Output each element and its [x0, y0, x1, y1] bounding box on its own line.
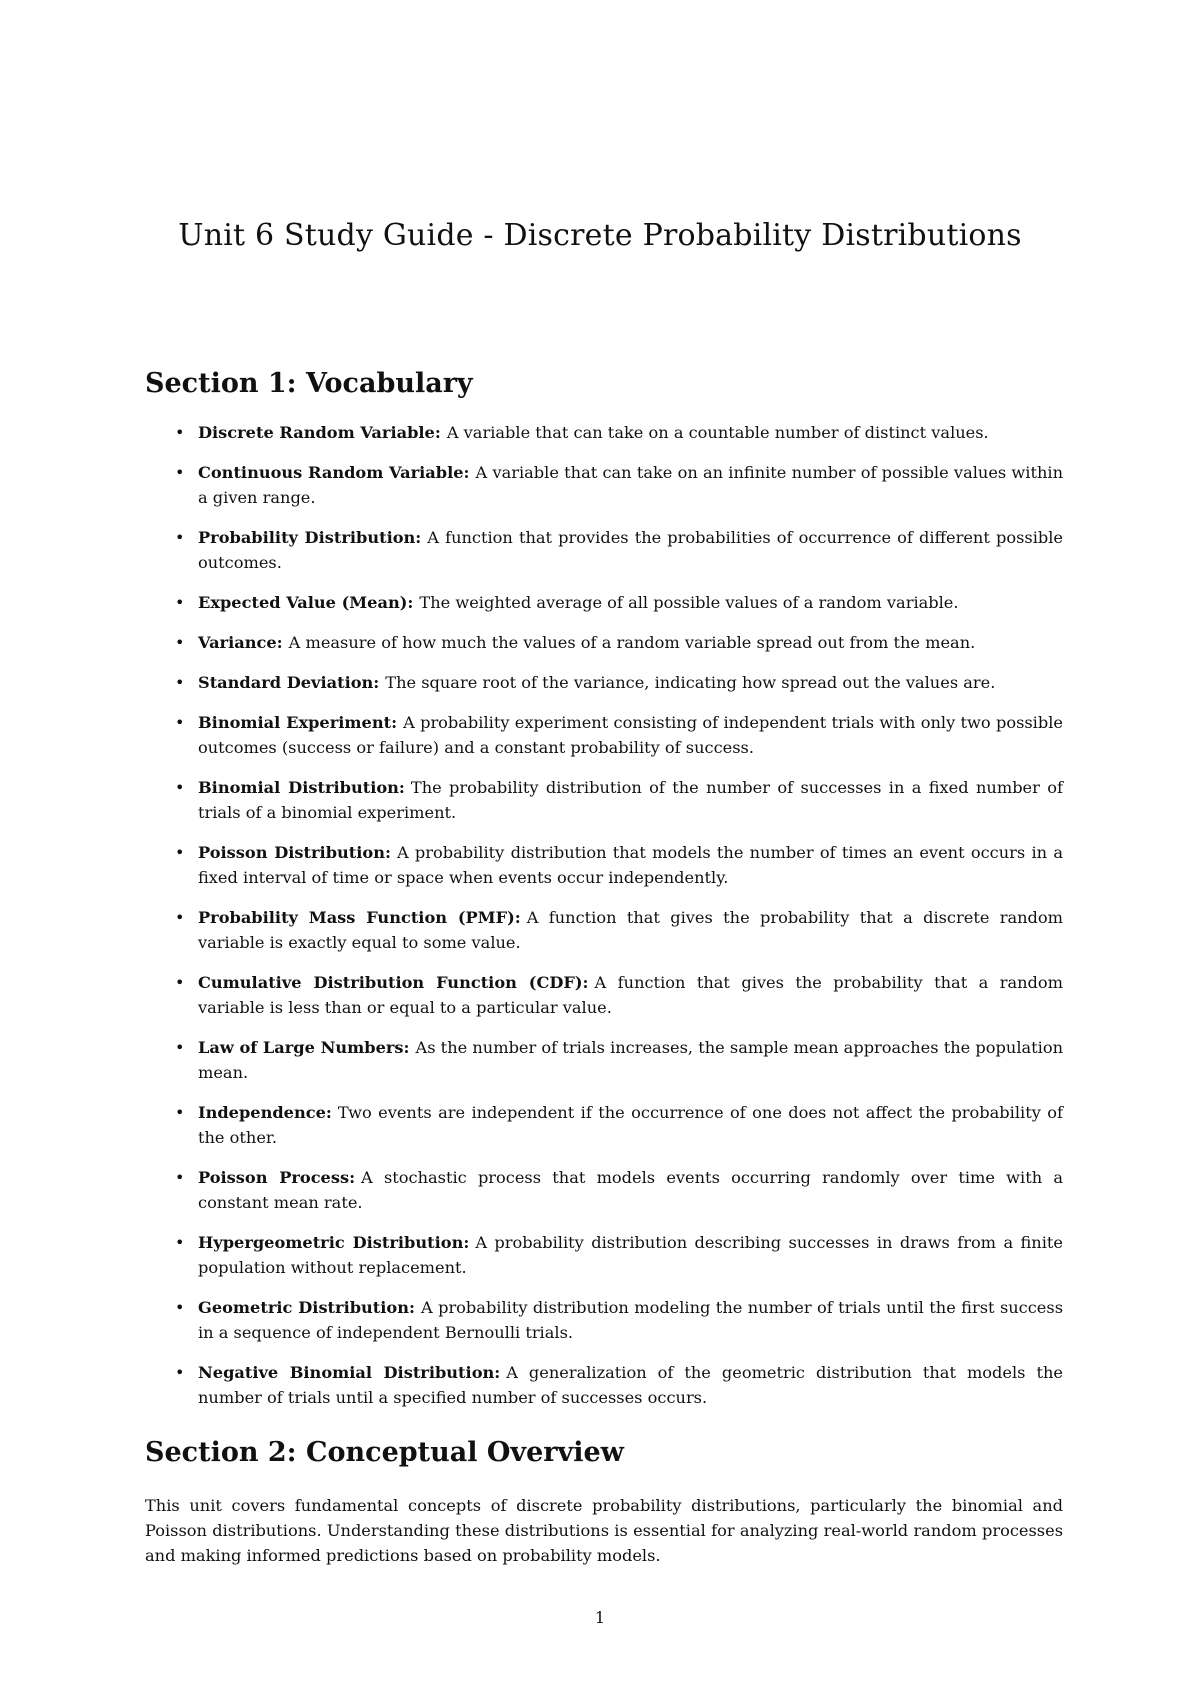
- vocab-definition: A stochastic process that models events occurring randomly over time with a constant mean rate.: [198, 1168, 1063, 1212]
- vocab-item: [145, 525, 1063, 575]
- vocab-term: Cumulative Distribution Function (CDF):: [198, 973, 589, 992]
- vocab-item: [145, 1360, 1063, 1410]
- bullet-icon: •: [175, 843, 185, 862]
- bullet-icon: •: [175, 1168, 185, 1187]
- vocab-term: Poisson Process:: [198, 1168, 356, 1187]
- bullet-icon: •: [175, 463, 185, 482]
- vocab-term: Probability Distribution:: [198, 528, 422, 547]
- vocab-term: Binomial Experiment:: [198, 713, 398, 732]
- vocab-term: Variance:: [198, 633, 283, 652]
- bullet-icon: •: [175, 713, 185, 732]
- vocab-term: Independence:: [198, 1103, 332, 1122]
- vocab-term: Hypergeometric Distribution:: [198, 1233, 470, 1252]
- vocab-term: Expected Value (Mean):: [198, 593, 414, 612]
- bullet-icon: •: [175, 528, 185, 547]
- vocab-item: [145, 905, 1063, 955]
- bullet-icon: •: [175, 1103, 185, 1122]
- vocab-item: [145, 775, 1063, 825]
- document-title: Unit 6 Study Guide - Discrete Probability Distributions: [178, 218, 1022, 253]
- vocab-term: Standard Deviation:: [198, 673, 380, 692]
- vocab-item: [145, 710, 1063, 760]
- page-number: 1: [594, 1608, 606, 1627]
- vocab-term: Binomial Distribution:: [198, 778, 405, 797]
- vocabulary-list: [145, 420, 1063, 1425]
- vocab-definition: A probability distribution describing successes in draws from a finite population without replacement.: [198, 1233, 1063, 1277]
- vocab-definition: The probability distribution of the number of successes in a fixed number of trials of a binomial experiment.: [198, 778, 1063, 822]
- vocab-item: [145, 1100, 1063, 1150]
- vocab-definition: A variable that can take on an infinite number of possible values within a given range.: [198, 463, 1063, 507]
- vocab-definition: A probability distribution modeling the number of trials until the first success in a sequence of independent Bernoulli trials.: [198, 1298, 1063, 1342]
- vocab-item: [145, 1165, 1063, 1215]
- bullet-icon: •: [175, 633, 185, 652]
- overview-paragraph: This unit covers fundamental concepts of discrete probability distributions, particularly the binomial and Poisson distributions. Understanding these distributions is essential for analyzing real-world random processes and making informed predictions based on probability models.: [145, 1496, 1063, 1565]
- vocab-item: [145, 970, 1063, 1020]
- vocab-definition: A variable that can take on a countable number of distinct values.: [446, 423, 989, 442]
- vocab-item: [145, 460, 1063, 510]
- vocab-item: [145, 840, 1063, 890]
- vocab-item: [145, 590, 1063, 615]
- section-2-heading: Section 2: Conceptual Overview: [145, 1437, 624, 1468]
- vocab-item: [145, 670, 1063, 695]
- vocab-term: Geometric Distribution:: [198, 1298, 415, 1317]
- vocab-definition: A generalization of the geometric distribution that models the number of trials until a specified number of successes occurs.: [198, 1363, 1063, 1407]
- bullet-icon: •: [175, 1298, 185, 1317]
- bullet-icon: •: [175, 423, 185, 442]
- vocab-definition: Two events are independent if the occurrence of one does not affect the probability of the other.: [198, 1103, 1063, 1147]
- vocab-term: Poisson Distribution:: [198, 843, 391, 862]
- vocab-definition: A function that provides the probabilities of occurrence of different possible outcomes.: [198, 528, 1063, 572]
- vocab-term: Continuous Random Variable:: [198, 463, 470, 482]
- vocab-item: [145, 1295, 1063, 1345]
- bullet-icon: •: [175, 778, 185, 797]
- vocab-definition: A probability distribution that models the number of times an event occurs in a fixed interval of time or space when events occur independently.: [198, 843, 1063, 887]
- bullet-icon: •: [175, 1233, 185, 1252]
- vocab-item: [145, 420, 1063, 445]
- vocab-definition: A probability experiment consisting of independent trials with only two possible outcomes (success or failure) and a constant probability of success.: [198, 713, 1063, 757]
- vocab-item: [145, 1035, 1063, 1085]
- vocab-definition: A function that gives the probability that a discrete random variable is exactly equal to some value.: [198, 908, 1064, 952]
- vocab-item: [145, 1230, 1063, 1280]
- bullet-icon: •: [175, 593, 185, 612]
- bullet-icon: •: [175, 908, 185, 927]
- vocab-definition: A measure of how much the values of a random variable spread out from the mean.: [288, 633, 976, 652]
- vocab-definition: As the number of trials increases, the sample mean approaches the population mean.: [198, 1038, 1063, 1082]
- bullet-icon: •: [175, 1038, 185, 1057]
- vocab-term: Probability Mass Function (PMF):: [198, 908, 521, 927]
- vocab-definition: A function that gives the probability that a random variable is less than or equal to a particular value.: [198, 973, 1063, 1017]
- bullet-icon: •: [175, 1363, 185, 1382]
- vocab-term: Discrete Random Variable:: [198, 423, 441, 442]
- vocab-item: [145, 630, 1063, 655]
- vocab-definition: The square root of the variance, indicating how spread out the values are.: [385, 673, 996, 692]
- vocab-term: Law of Large Numbers:: [198, 1038, 410, 1057]
- section-1-heading: Section 1: Vocabulary: [145, 368, 473, 399]
- bullet-icon: •: [175, 673, 185, 692]
- vocab-term: Negative Binomial Distribution:: [198, 1363, 501, 1382]
- bullet-icon: •: [175, 973, 185, 992]
- vocab-definition: The weighted average of all possible values of a random variable.: [419, 593, 959, 612]
